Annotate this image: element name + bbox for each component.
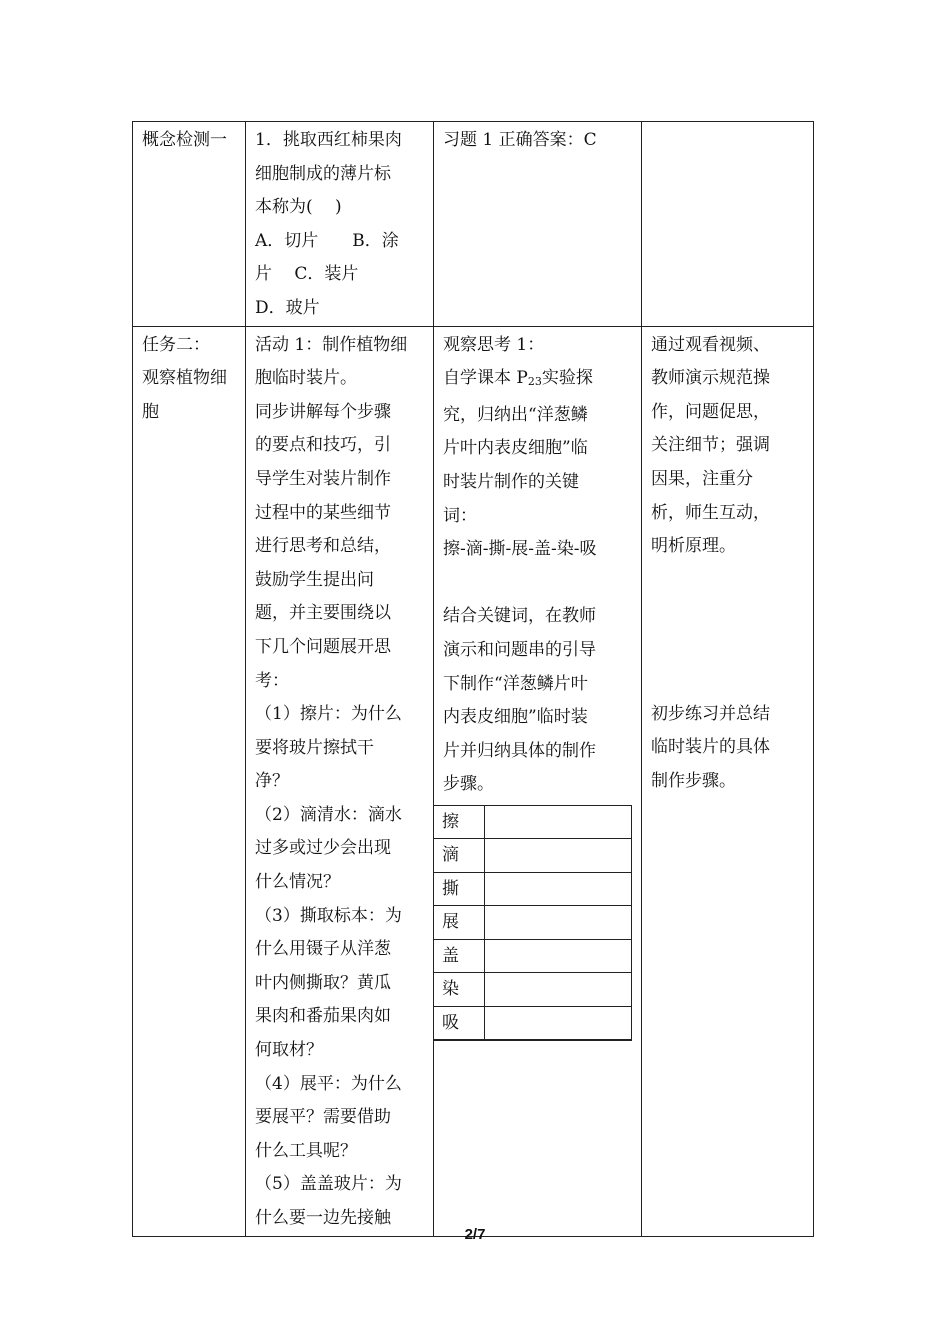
design-intent-line: 作，问题促思，: [651, 401, 770, 422]
question-text-line: 本称为( ): [255, 197, 342, 218]
design-intent-line: 临时装片的具体: [651, 737, 770, 758]
row2-col4: [642, 326, 814, 1236]
design-intent-line: 因果，注重分: [651, 468, 753, 489]
activity-text-line: （1）擦片：为什么: [255, 704, 402, 725]
question-text-line: 1．挑取西红柿果肉: [255, 130, 402, 150]
activity-text-line: 要将玻片擦拭干: [255, 737, 374, 758]
design-intent-line: 教师演示规范操: [651, 368, 770, 389]
step-row: [434, 939, 632, 973]
row1-title: 概念检测一: [142, 130, 227, 150]
observe-title: 观察思考 1：: [443, 334, 545, 355]
table-row: [133, 326, 814, 1236]
design-intent-line: 关注细节；强调: [651, 435, 770, 456]
activity-text-line: （3）撕取标本：为: [255, 905, 402, 926]
observe-text-line: 结合关键词，在教师: [443, 606, 596, 627]
task-title-line: 任务二：: [142, 334, 210, 355]
activity-text-line: 活动 1：制作植物细: [255, 334, 408, 355]
divider: [433, 1040, 632, 1041]
row1-col2: [246, 122, 434, 327]
question-text-line: D．玻片: [255, 297, 320, 318]
activity-text-line: 什么要一边先接触: [255, 1208, 391, 1228]
steps-table: [433, 805, 632, 1041]
step-keyword: 撕: [434, 872, 485, 906]
row1-col4: [642, 122, 814, 327]
question-text-line: A．切片 B．涂: [255, 230, 399, 251]
step-row: [434, 805, 632, 839]
step-keyword: 吸: [434, 1006, 485, 1040]
activity-text-line: （4）展平：为什么: [255, 1073, 402, 1094]
step-answer-blank: [485, 839, 632, 873]
activity-text-line: 鼓励学生提出问: [255, 569, 374, 590]
activity-text-line: 导学生对装片制作: [255, 468, 391, 489]
step-answer-blank: [485, 805, 632, 839]
lesson-plan-table: [132, 121, 814, 1237]
activity-text-line: 进行思考和总结，: [255, 536, 391, 557]
design-intent-line: 明析原理。: [651, 536, 736, 557]
activity-text-line: 的要点和技巧，引: [255, 435, 391, 456]
row1-col3: [434, 122, 642, 327]
observe-text-line: 时装片制作的关键: [443, 471, 579, 492]
activity-text-line: 果肉和番茄果肉如: [255, 1006, 391, 1027]
question-text-line: 片 C．装片: [255, 264, 359, 285]
step-answer-blank: [485, 872, 632, 906]
step-keyword: 滴: [434, 839, 485, 873]
step-row: [434, 839, 632, 873]
step-row: [434, 1006, 632, 1040]
answer-text-line: 习题 1 正确答案：C: [443, 130, 597, 150]
observe-text-line: 下制作“洋葱鳞片叶: [443, 673, 588, 694]
task-title-line: 胞: [142, 401, 159, 422]
step-answer-blank: [485, 906, 632, 940]
row2-col3: [434, 326, 642, 1236]
activity-text-line: 净？: [255, 771, 289, 792]
step-answer-blank: [485, 973, 632, 1007]
activity-text-line: 要展平？需要借助: [255, 1107, 391, 1128]
task-title-line: 观察植物细: [142, 368, 227, 389]
textbook-ref: 自学课本 P23实验探: [443, 368, 593, 389]
question-text-line: 细胞制成的薄片标: [255, 163, 391, 184]
observe-text-line: 词：: [443, 505, 477, 526]
step-keyword: 展: [434, 906, 485, 940]
step-answer-blank: [485, 1006, 632, 1040]
observe-text-line: 演示和问题串的引导: [443, 639, 596, 660]
design-intent-line: 通过观看视频、: [651, 334, 770, 355]
activity-text-line: 过多或过少会出现: [255, 838, 391, 859]
activity-text-line: 下几个问题展开思: [255, 636, 391, 657]
row2-col2: [246, 326, 434, 1236]
total-pages: 7: [477, 1226, 486, 1243]
activity-text-line: 什么用镊子从洋葱: [255, 939, 391, 960]
activity-text-line: 考：: [255, 670, 289, 691]
observe-text-line: 片并归纳具体的制作: [443, 740, 596, 761]
activity-text-line: （2）滴清水：滴水: [255, 804, 402, 825]
step-answer-blank: [485, 939, 632, 973]
step-row: [434, 906, 632, 940]
current-page: 2: [464, 1226, 473, 1243]
row1-col1: [133, 122, 246, 327]
activity-text-line: 叶内侧撕取？黄瓜: [255, 972, 391, 993]
design-intent-line: 初步练习并总结: [651, 703, 770, 724]
observe-text-line: 内表皮细胞”临时装: [443, 707, 588, 728]
activity-text-line: 过程中的某些细节: [255, 502, 391, 523]
step-keyword: 擦: [434, 805, 485, 839]
observe-text-line: 擦-滴-撕-展-盖-染-吸: [443, 539, 597, 560]
design-intent-line: 析，师生互动，: [651, 502, 770, 523]
page-number: [0, 1226, 950, 1243]
observe-text-line: 步骤。: [443, 774, 494, 795]
activity-text-line: 胞临时装片。: [255, 368, 357, 389]
step-keyword: 盖: [434, 939, 485, 973]
activity-text-line: 同步讲解每个步骤: [255, 401, 391, 422]
step-row: [434, 872, 632, 906]
page-separator: /: [472, 1226, 478, 1243]
activity-text-line: 题，并主要围绕以: [255, 603, 391, 624]
activity-text-line: 什么工具呢？: [255, 1140, 357, 1161]
step-row: [434, 973, 632, 1007]
activity-text-line: （5）盖盖玻片：为: [255, 1174, 402, 1195]
observe-text-line: 究，归纳出“洋葱鳞: [443, 404, 588, 425]
observe-text-line: 片叶内表皮细胞”临: [443, 438, 588, 459]
step-keyword: 染: [434, 973, 485, 1007]
row2-col1: [133, 326, 246, 1236]
activity-text-line: 什么情况？: [255, 872, 340, 893]
table-row: [133, 122, 814, 327]
design-intent-line: 制作步骤。: [651, 770, 736, 791]
activity-text-line: 何取材？: [255, 1040, 323, 1061]
